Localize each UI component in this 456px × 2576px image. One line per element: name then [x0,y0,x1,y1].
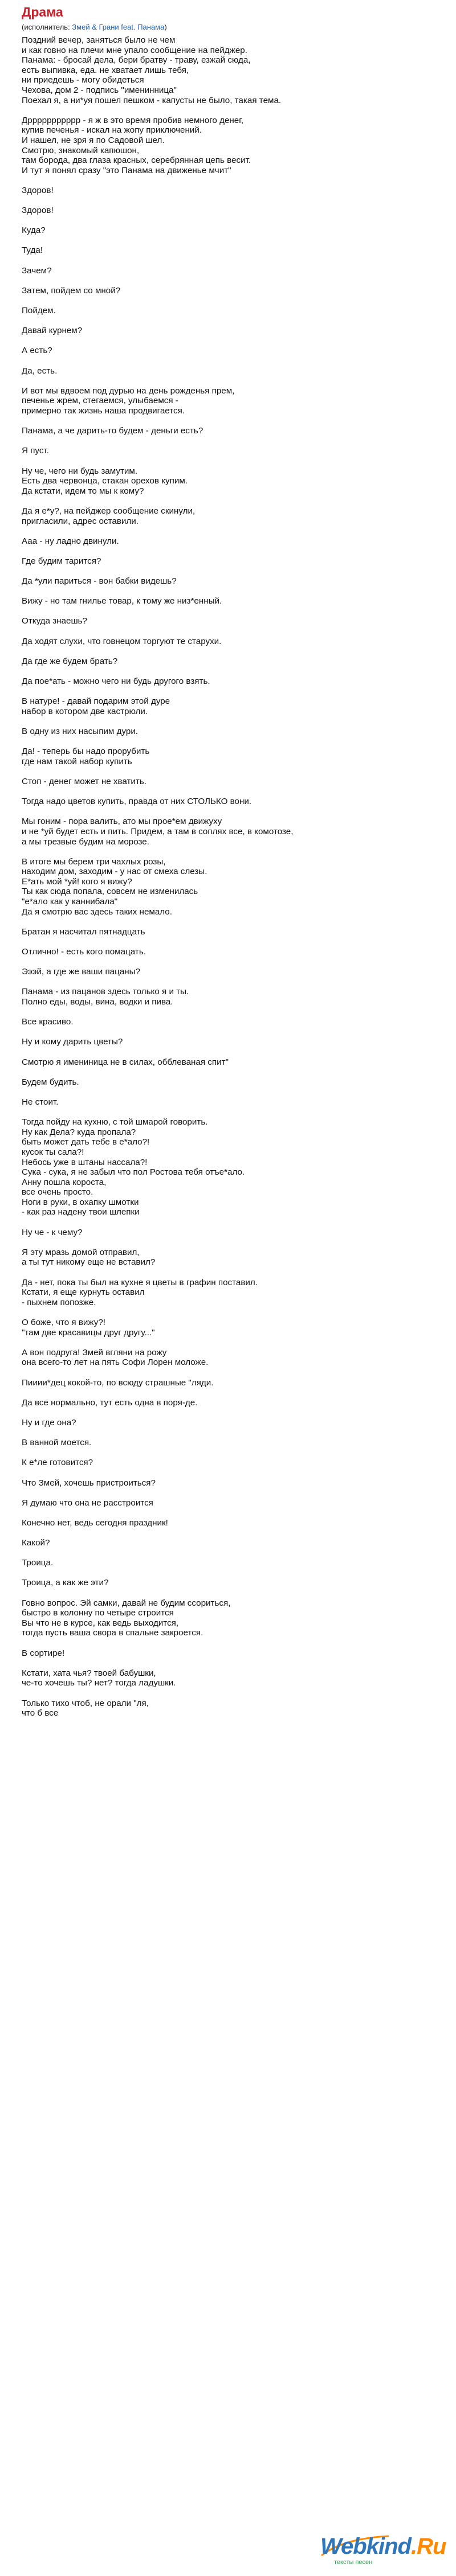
lyric-stanza: Да, есть. [22,366,58,376]
lyric-stanza: Кстати, хата чья? твоей бабушки, че-то хочешь ты? нет? тогда ладушки. [22,1668,176,1688]
lyric-stanza: Отлично! - есть кого помацать. [22,947,146,957]
lyric-stanza: В итоге мы берем три чахлых розы, находим дом, заходим - у нас от смеха слезы. Е*ать мой *уй! кого я вижу? Ты как сюда попала, совсем не изменилась "е*ало как у каннибала" Да я смотрю вас здесь таких немало. [22,856,207,917]
logo-part-kind: kind [366,2534,411,2559]
lyric-stanza: Откуда знаешь? [22,616,87,626]
lyric-stanza: Панама, а че дарить-то будем - деньги есть? [22,426,203,436]
lyric-stanza: В натуре! - давай подарим этой дуре набор в котором две кастрюли. [22,696,170,716]
lyric-stanza: Говно вопрос. Эй самки, давай не будим ссориться, быстро в колонну по четыре строится Вы что не в курсе, как ведь выходится, тогда пусть ваша свора в спальне закроется. [22,1598,231,1638]
lyric-stanza: Что Змей, хочешь пристроиться? [22,1478,156,1488]
lyric-stanza: Туда! [22,245,43,256]
lyric-stanza: Да пое*ать - можно чего ни будь другого взять. [22,676,210,686]
lyric-stanza: Да - нет, пока ты был на кухне я цветы в графин поставил. Кстати, я еще курнуть оставил - пыхнем попозже. [22,1277,258,1307]
lyric-stanza: Мы гоним - пора валить, ато мы прое*ем движуху и не *уй будет есть и пить. Придем, а там в соплях все, в комотозе, а мы трезвые будим на морозе. [22,817,294,847]
lyric-stanza: В ванной моется. [22,1438,92,1448]
artist-suffix: ) [164,23,167,31]
lyric-stanza: Тогда пойду на кухню, с той шмарой говорить. Ну как Дела? куда пропала? быть может дать тебе в е*ало?! кусок ты сала?! Небось уже в штаны нассала?! Сука - сука, я не забыл что пол Ростова тебя отъе*ало. Анну пошла короста, все очень просто. Ноги в руки, в охапку шмотки - как раз надену твои шлепки [22,1117,245,1217]
lyric-stanza: Пойдем. [22,306,56,316]
lyric-stanza: Ну и кому дарить цветы? [22,1037,123,1047]
lyric-stanza: Ну и где она? [22,1417,76,1428]
lyric-stanza: Здоров! [22,206,54,216]
artist-prefix: (исполнитель: [22,23,72,31]
footer [0,2527,456,2576]
lyric-stanza: Будем будить. [22,1077,79,1087]
lyric-stanza: Я пуст. [22,446,49,456]
lyric-stanza: Да *ули париться - вон бабки видешь? [22,576,177,586]
lyric-stanza: Где будим тарится? [22,556,101,566]
lyric-stanza: Куда? [22,225,46,236]
lyric-stanza: Дррррррррррр - я ж в это время пробив немного денег, купив печенья - искал на жопу приключений. И нашел, не зря я по Садовой шел. Смотрю, знакомый капюшон, там борода, два глаза красных, серебрянная цепь весит. И тут я понял сразу "это Панама на движенье мчит" [22,115,251,175]
lyric-stanza: В одну из них насыпим дури. [22,726,139,736]
song-title: Драма [22,5,63,19]
lyric-stanza: Смотрю я имениница не в силах, обблеваная спит" [22,1057,229,1067]
lyric-stanza: Какой? [22,1538,50,1548]
lyric-stanza: Стоп - денег может не хватить. [22,776,147,786]
lyric-stanza: Я эту мразь домой отправил, а ты тут никому еще не вставил? [22,1247,156,1268]
lyric-stanza: Я думаю что она не расстроится [22,1498,153,1508]
lyric-stanza: Братан я насчитал пятнадцать [22,926,145,937]
lyric-stanza: Да я е*у?, на пейджер сообщение скинули, пригласили, адрес оставили. [22,506,196,526]
lyric-stanza: К е*ле готовится? [22,1458,93,1468]
page-content [22,5,443,1728]
lyric-stanza: Эээй, а где же ваши пацаны? [22,967,141,977]
lyric-stanza: В сортире! [22,1648,65,1658]
lyric-stanza: Конечно нет, ведь сегодня праздник! [22,1517,168,1528]
artist-line [22,23,443,32]
lyric-stanza: Все красиво. [22,1017,74,1027]
logo-tagline: тексты песен [334,2559,373,2566]
lyric-stanza: Вижу - но там гнилье товар, к тому же низ*енный. [22,596,222,606]
lyric-stanza: Ну че, чего ни будь замутим. Есть два червонца, стакан орехов купим. Да кстати, идем то мы к кому? [22,466,188,496]
webkind-logo[interactable] [320,2533,446,2570]
lyric-stanza: Да! - теперь бы надо прорубить где нам такой набор купить [22,746,150,766]
lyric-stanza: Ааа - ну ладно двинули. [22,536,119,546]
logo-part-ru: .Ru [410,2534,446,2559]
lyric-stanza: Да где же будем брать? [22,656,118,666]
lyric-stanza: Пииии*дец кокой-то, по всюду страшные "ляди. [22,1377,214,1388]
artist-link[interactable]: Змей & Грани feat. Панама [72,23,165,31]
lyric-stanza: Тогда надо цветов купить, правда от них СТОЛЬКО вони. [22,797,252,807]
lyric-stanza: Только тихо чтоб, не орали "ля, что б все [22,1698,149,1718]
lyric-stanza: Троица, а как же эти? [22,1578,109,1588]
lyric-stanza: Панама - из пацанов здесь только я и ты. Полно еды, воды, вина, водки и пива. [22,987,189,1007]
lyric-stanza: Троица. [22,1558,54,1568]
lyric-stanza: Ну че - к чему? [22,1227,83,1237]
lyric-stanza: Поздний вечер, заняться было не чем и как говно на плечи мне упало сообщение на пейджер. Панама: - бросай дела, бери братву - траву, езжай сюда, есть выпивка, еда. не хватает лишь тебя, ни приедешь - могу обидеться Чехова, дом 2 - подпись "именинница" Поехал я, а ни*уя пошел пешком - капусты не было, такая тема. [22,35,282,105]
lyric-stanza: Зачем? [22,265,52,276]
lyric-stanza: А есть? [22,346,52,356]
lyric-stanza: И вот мы вдвоем под дурью на день рожденья прем, печенье жрем, стегаемся, улыбаемся - примерно так жизнь наша продвигается. [22,385,235,416]
logo-part-web: Web [320,2534,367,2559]
lyric-stanza: Здоров! [22,185,54,195]
lyric-stanza: А вон подруга! Змей вгляни на рожу она всего-то лет на пять Софи Лорен моложе. [22,1347,209,1368]
lyric-stanza: Да ходят слухи, что говнецом торгуют те старухи. [22,636,222,646]
lyrics-body [22,35,443,1718]
lyric-stanza: Не стоит. [22,1097,59,1107]
lyric-stanza: О боже, что я вижу?! "там две красавицы друг другу..." [22,1318,155,1338]
lyric-stanza: Давай курнем? [22,326,83,336]
lyric-stanza: Да все нормально, тут есть одна в поря-де. [22,1397,198,1408]
logo-wordmark [320,2534,446,2559]
lyric-stanza: Затем, пойдем со мной? [22,285,121,296]
